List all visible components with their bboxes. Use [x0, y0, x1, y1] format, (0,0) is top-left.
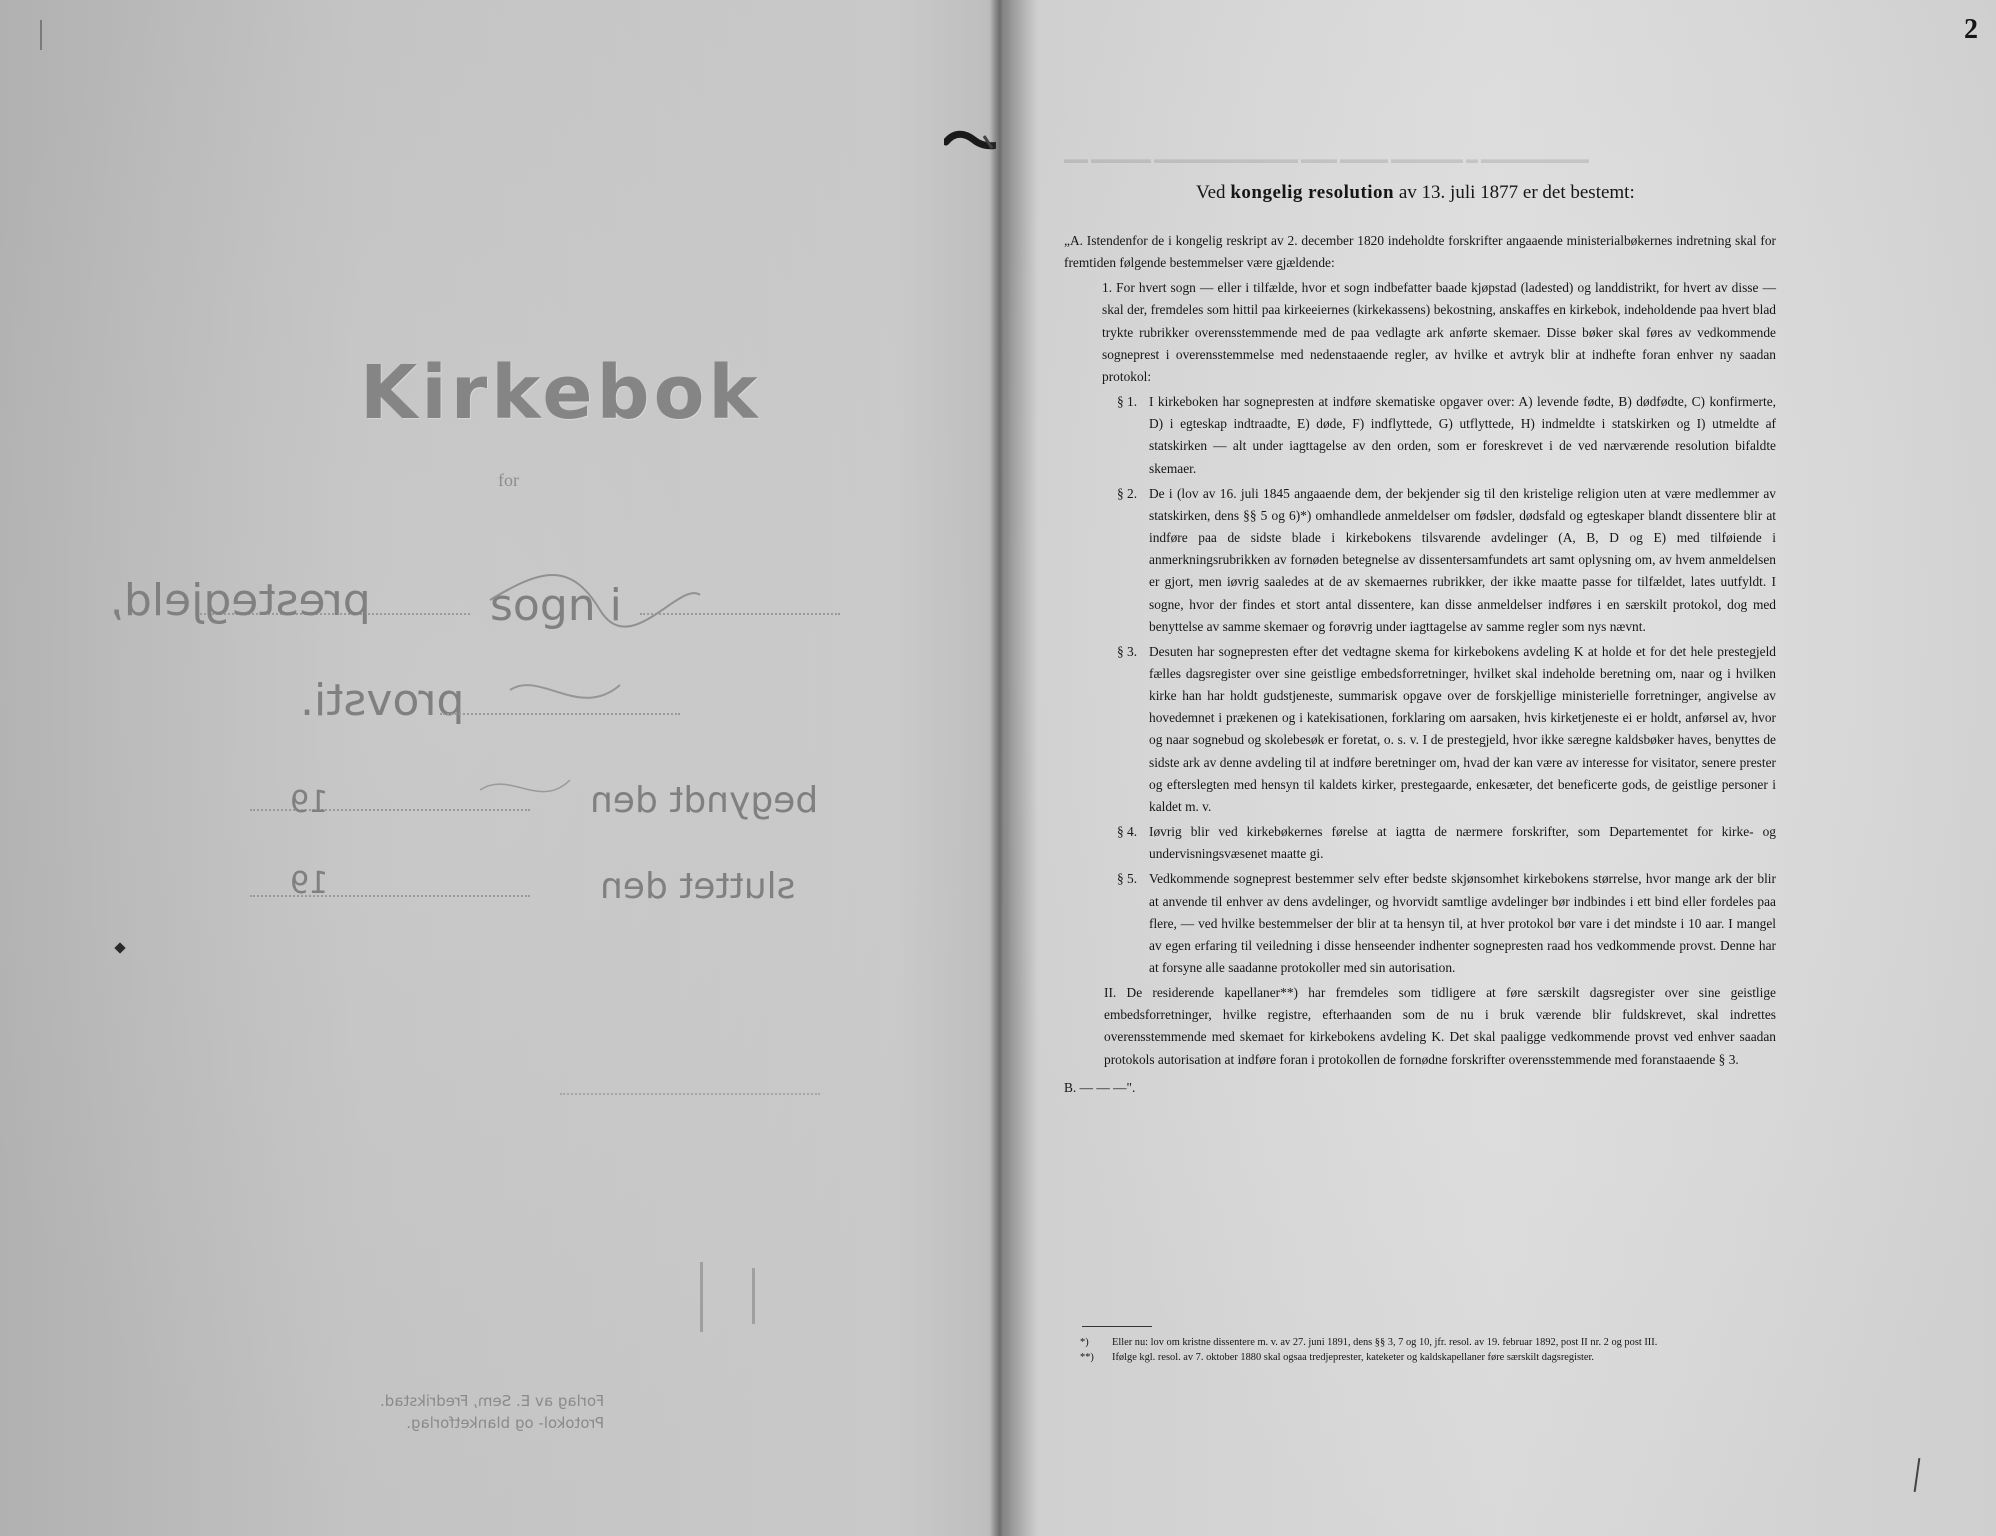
- heading-pre: Ved: [1196, 182, 1226, 203]
- cover-provsti-label: provsti.: [300, 675, 465, 726]
- section-4-text: Iøvrig blir ved kirkebøkernes førelse at iagtta de nærmere forskrifter, som Departementet for kirke- og undervisningsvæsenet maatte gi.: [1149, 824, 1776, 862]
- binding-thread-icon: [944, 128, 996, 154]
- decree-point-2: II. De residerende kapellaner**) har fremdeles som tidligere at føre særskilt dagsregister over sine geistlige embedsforretninger, hvilke registre, efterhaanden som de nu i bruk værende blir fuldskrevet, skal indrettes overensstemmende med skemaet for kirkebokens avdeling K. Det skal paaligge vedkommende provst ved enhver saadan protokols autorisation at indføre foran i protokollen de fornødne forskrifter overensstemmende med foranstaaende § 3.: [1104, 985, 1776, 1067]
- corner-mark: [40, 20, 42, 50]
- page-number: 2: [1964, 14, 1978, 45]
- decree-intro: „A. Istendenfor de i kongelig reskript av 2. december 1820 indeholdte forskrifter angaaende ministerialbøkernes indretning skal for fremtiden følgende bestemmelser være gjældende:: [1064, 233, 1776, 271]
- section-1-text: I kirkeboken har sognepresten at indføre skematiske opgaver over: A) levende fødte, B) dødfødte, C) konfirmerte, D) i egteskap indtraadte, E) døde, F) indflyttede, G) utflyttede, H) indmeldte i statskirken og I) utmeldte af statskirken — alt under iagttagelse av den orden, som er foreskrevet i de ved nærværende resolution bifaldte skemaer.: [1149, 394, 1776, 476]
- section-5-text: Vedkommende sogneprest bestemmer selv efter bedste skjønsomhet kirkebokens størrelse, hvor mange ark der blir at anvende til enhver av dens avdelinger, og hvorvidt samtlige avdelinger bør indbindes i ett bind eller fordeles paa flere, — ved hvilke bestemmelser der blir at ta hensyn til, at hver protokol bør vare i det mindste i 10 aar. I mangel av egen erfaring til veiledning i disse henseender indhenter sognepresten raad hos vedkommende provst. Denne har at forsyne alle saadanne protokoller med sin autorisation.: [1149, 871, 1776, 975]
- heading-bold: kongelig resolution: [1230, 182, 1395, 203]
- ink-speck: [114, 942, 125, 953]
- edge-mark: [1914, 1458, 1921, 1492]
- section-1: [1117, 391, 1776, 480]
- footnote-1: [1080, 1336, 1790, 1351]
- imprint-line-1: Forlag av E. Sem, Fredrikstad.: [380, 1392, 605, 1410]
- section-1-label: § 1.: [1117, 394, 1138, 410]
- section-3: [1117, 641, 1776, 818]
- cover-prestegjeld-label: prestegjeld,: [110, 575, 371, 626]
- decree-body: [1064, 230, 1776, 1102]
- footnote-1-text: Eller nu: lov om kristne dissentere m. v. av 27. juni 1891, dens §§ 3, 7 og 10, jfr. resol. av 19. februar 1892, post II nr. 2 og post III.: [1112, 1337, 1658, 1348]
- cover-sluttet-label: sluttet den: [600, 866, 796, 907]
- bleed-through-text: ▬▬ ▬▬▬▬▬ ▬▬▬▬▬▬▬▬▬▬▬▬ ▬▬▬ ▬▬▬▬ ▬▬▬▬▬▬ ▬ ▬▬▬▬▬▬▬▬▬: [1064, 152, 1589, 166]
- decree-closing: B. — — —".: [1064, 1079, 1136, 1095]
- footnote-2: [1080, 1351, 1790, 1366]
- section-3-text: Desuten har sognepresten efter det vedtagne skema for kirkebokens avdeling K at holde et for det hele prestegjeld fælles dagsregister over sine geistlige embedsforretninger, hvilket skal indeholde beretning om, naar og i hvilken kirke han har holdt gudstjeneste, summarisk opgave over de forskjellige ministerielle forretninger, angivelse av hovedemnet i prækenen og i katekisationen, forklaring om aarsaken, hvis kirketjeneste ei er holdt, anførsel av, hvor og naar sognebud og skolebesøk er foretat, o. s. v. I de prestegjeld, hvor ikke særegne kaldsbøker haves, benyttes de sidste ark av denne avdeling til at indføre beretninger om, hvad der kan være av interesse for visitator, senere prester og efterslegten med hensyn til kaldets kirker, prestegaarde, enkesæter, det beneficerte gods, de geistlige personer i kaldet m. v.: [1149, 643, 1776, 814]
- section-2-text: De i (lov av 16. juli 1845 angaaende dem, der bekjender sig til den kristelige religion uten at være medlemmer av statskirken, dens §§ 5 og 6)*) omhandlede anmeldelser om fødsler, dødsfald og egteskaper blandt dissentere blir at indføre paa de sidste blade i kirkebokens tilsvarende avdelinger (A, B, D og E) med tilføiende i anmerkningsrubrikken av fornøden betegnelse av dissentersamfundets art samt oplysning om, av hvem anmeldelsen er gjort, men iøvrig saaledes at de av skemaernes rubrikker, der ikke maatte passe for tilfældet, lates uutfyldt. I sogne, hvor der findes et stort antal dissentere, kan disse anmeldelser indføres i en særskilt protokol, dog med benyttelse av samme skemaer og forøvrig under iagttagelse av samme regler som nys nævnt.: [1149, 485, 1776, 634]
- footnote-2-text: Ifølge kgl. resol. av 7. oktober 1880 skal ogsaa tredjeprester, kateketer og kaldskapellaner føre særskilt dagsregister.: [1112, 1351, 1595, 1363]
- cover-year-prefix-2: 19: [290, 866, 329, 901]
- section-2-label: § 2.: [1117, 485, 1138, 501]
- decree-heading: [1196, 182, 1635, 204]
- section-5: [1117, 868, 1776, 979]
- decree-point-1: 1. For hvert sogn — eller i tilfælde, hvor et sogn indbefatter baade kjøpstad (ladested) og landdistrikt, for hvert av disse — skal der, fremdeles som hittil paa kirkeeiernes (kirkekassens) bekostning, anskaffes en kirkebok, indeholdende paa hvert blad trykte rubrikker overensstemmende med de paa vedlagte ark anførte skemaer. Disse bøker skal føres av vedkommende sogneprest i overensstemmelse med nedenstaaende regler, av hvilke et avtryk blir at indhefte foran enhver ny saadan protokol:: [1102, 280, 1776, 384]
- handwriting-bleed-mark: [480, 540, 900, 960]
- cover-for-label: for: [498, 470, 519, 490]
- cover-year-prefix-1: 19: [290, 785, 329, 820]
- section-2: [1117, 483, 1776, 638]
- bottom-dotted-line: [560, 1092, 820, 1095]
- left-page: [0, 0, 996, 1536]
- cover-begyndt-label: begyndt den: [590, 780, 819, 821]
- footnotes: [1080, 1336, 1790, 1365]
- bleed-stroke-1: [700, 1262, 703, 1332]
- section-5-label: § 5.: [1117, 871, 1138, 887]
- section-4: [1117, 821, 1776, 865]
- cover-title: Kirkebok: [360, 350, 762, 436]
- cover-imprint: [380, 1390, 604, 1434]
- right-page: [1004, 0, 1996, 1536]
- bleed-stroke-2: [752, 1268, 755, 1324]
- section-4-label: § 4.: [1117, 824, 1138, 840]
- footnote-2-mark: **): [1080, 1351, 1094, 1363]
- imprint-line-2: Protokol- og blanketforlag.: [406, 1414, 605, 1432]
- heading-post: av 13. juli 1877 er det bestemt:: [1398, 182, 1635, 203]
- footnote-1-mark: *): [1080, 1337, 1089, 1348]
- footnote-rule: [1082, 1326, 1152, 1327]
- cover-sogn-label: sogn i: [490, 580, 622, 631]
- section-3-label: § 3.: [1117, 643, 1138, 659]
